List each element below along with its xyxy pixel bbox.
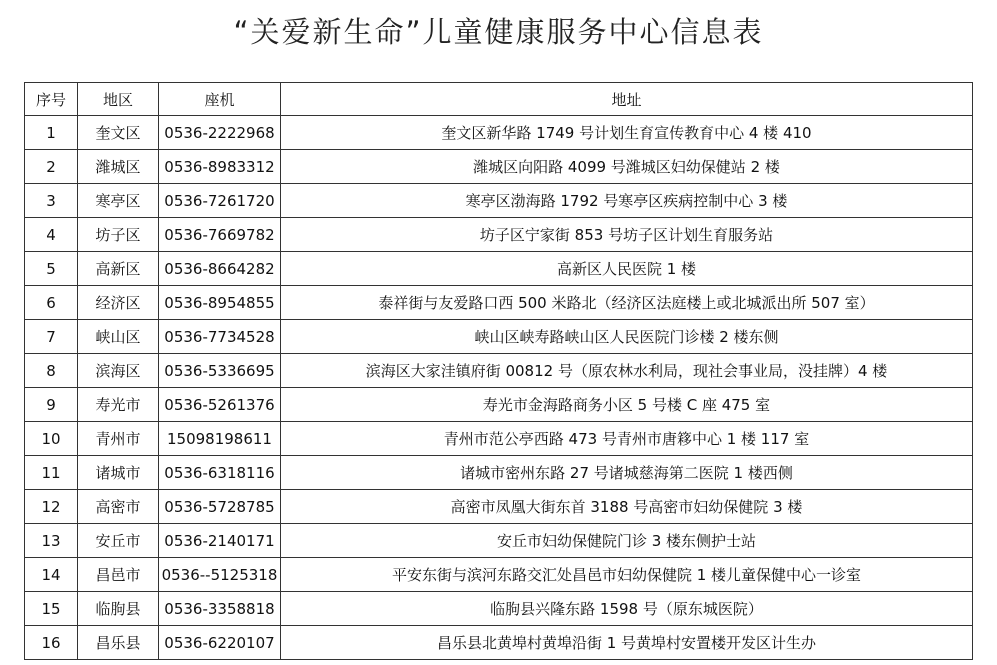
cell-address: 奎文区新华路 1749 号计划生育宣传教育中心 4 楼 410 bbox=[281, 116, 973, 150]
cell-index: 5 bbox=[25, 252, 78, 286]
cell-region: 高新区 bbox=[78, 252, 159, 286]
cell-address: 滨海区大家洼镇府街 00812 号（原农林水利局，现社会事业局，没挂牌）4 楼 bbox=[281, 354, 973, 388]
cell-phone: 0536-7734528 bbox=[159, 320, 281, 354]
cell-address: 昌乐县北黄埠村黄埠沿街 1 号黄埠村安置楼开发区计生办 bbox=[281, 626, 973, 660]
cell-phone: 0536-8983312 bbox=[159, 150, 281, 184]
cell-region: 安丘市 bbox=[78, 524, 159, 558]
cell-address: 坊子区宁家街 853 号坊子区计划生育服务站 bbox=[281, 218, 973, 252]
cell-region: 经济区 bbox=[78, 286, 159, 320]
table-row bbox=[25, 286, 973, 320]
table-row bbox=[25, 592, 973, 626]
cell-index: 14 bbox=[25, 558, 78, 592]
cell-index: 9 bbox=[25, 388, 78, 422]
cell-region: 寿光市 bbox=[78, 388, 159, 422]
cell-index: 13 bbox=[25, 524, 78, 558]
cell-phone: 0536-7669782 bbox=[159, 218, 281, 252]
cell-phone: 0536-6318116 bbox=[159, 456, 281, 490]
cell-address: 高密市凤凰大街东首 3188 号高密市妇幼保健院 3 楼 bbox=[281, 490, 973, 524]
cell-phone: 0536-8664282 bbox=[159, 252, 281, 286]
cell-address: 平安东街与滨河东路交汇处昌邑市妇幼保健院 1 楼儿童保健中心一诊室 bbox=[281, 558, 973, 592]
cell-phone: 15098198611 bbox=[159, 422, 281, 456]
cell-region: 寒亭区 bbox=[78, 184, 159, 218]
cell-region: 峡山区 bbox=[78, 320, 159, 354]
header-region: 地区 bbox=[78, 83, 159, 116]
cell-region: 昌乐县 bbox=[78, 626, 159, 660]
table-row bbox=[25, 116, 973, 150]
cell-address: 寿光市金海路商务小区 5 号楼 C 座 475 室 bbox=[281, 388, 973, 422]
cell-region: 青州市 bbox=[78, 422, 159, 456]
cell-index: 3 bbox=[25, 184, 78, 218]
table-row bbox=[25, 456, 973, 490]
cell-address: 青州市范公亭西路 473 号青州市唐簃中心 1 楼 117 室 bbox=[281, 422, 973, 456]
cell-region: 奎文区 bbox=[78, 116, 159, 150]
cell-index: 1 bbox=[25, 116, 78, 150]
cell-address: 诸城市密州东路 27 号诸城慈海第二医院 1 楼西侧 bbox=[281, 456, 973, 490]
cell-phone: 0536-8954855 bbox=[159, 286, 281, 320]
cell-region: 临朐县 bbox=[78, 592, 159, 626]
page-title: “关爱新生命”儿童健康服务中心信息表 bbox=[233, 15, 764, 49]
table-row bbox=[25, 218, 973, 252]
header-address: 地址 bbox=[281, 83, 973, 116]
table-row bbox=[25, 320, 973, 354]
cell-index: 4 bbox=[25, 218, 78, 252]
cell-index: 12 bbox=[25, 490, 78, 524]
cell-address: 临朐县兴隆东路 1598 号（原东城医院） bbox=[281, 592, 973, 626]
cell-region: 昌邑市 bbox=[78, 558, 159, 592]
table-row bbox=[25, 524, 973, 558]
cell-region: 潍城区 bbox=[78, 150, 159, 184]
cell-index: 10 bbox=[25, 422, 78, 456]
cell-region: 诸城市 bbox=[78, 456, 159, 490]
cell-index: 16 bbox=[25, 626, 78, 660]
cell-phone: 0536-7261720 bbox=[159, 184, 281, 218]
cell-phone: 0536-2222968 bbox=[159, 116, 281, 150]
cell-index: 7 bbox=[25, 320, 78, 354]
cell-phone: 0536-6220107 bbox=[159, 626, 281, 660]
cell-phone: 0536--5125318 bbox=[159, 558, 281, 592]
table-row bbox=[25, 354, 973, 388]
cell-address: 寒亭区渤海路 1792 号寒亭区疾病控制中心 3 楼 bbox=[281, 184, 973, 218]
cell-index: 6 bbox=[25, 286, 78, 320]
table-row bbox=[25, 626, 973, 660]
cell-address: 泰祥街与友爱路口西 500 米路北（经济区法庭楼上或北城派出所 507 室） bbox=[281, 286, 973, 320]
cell-phone: 0536-5261376 bbox=[159, 388, 281, 422]
table-row bbox=[25, 252, 973, 286]
table-body bbox=[25, 116, 973, 660]
table-row bbox=[25, 558, 973, 592]
cell-address: 安丘市妇幼保健院门诊 3 楼东侧护士站 bbox=[281, 524, 973, 558]
cell-region: 滨海区 bbox=[78, 354, 159, 388]
table-row bbox=[25, 184, 973, 218]
header-index: 序号 bbox=[25, 83, 78, 116]
table-row bbox=[25, 422, 973, 456]
info-table bbox=[24, 82, 973, 660]
cell-address: 高新区人民医院 1 楼 bbox=[281, 252, 973, 286]
cell-region: 坊子区 bbox=[78, 218, 159, 252]
cell-address: 峡山区峡寿路峡山区人民医院门诊楼 2 楼东侧 bbox=[281, 320, 973, 354]
cell-index: 11 bbox=[25, 456, 78, 490]
cell-index: 2 bbox=[25, 150, 78, 184]
cell-index: 15 bbox=[25, 592, 78, 626]
cell-phone: 0536-5728785 bbox=[159, 490, 281, 524]
cell-index: 8 bbox=[25, 354, 78, 388]
table-row bbox=[25, 388, 973, 422]
cell-phone: 0536-5336695 bbox=[159, 354, 281, 388]
table-row bbox=[25, 150, 973, 184]
header-row bbox=[25, 83, 973, 116]
table-row bbox=[25, 490, 973, 524]
cell-region: 高密市 bbox=[78, 490, 159, 524]
cell-address: 潍城区向阳路 4099 号潍城区妇幼保健站 2 楼 bbox=[281, 150, 973, 184]
cell-phone: 0536-2140171 bbox=[159, 524, 281, 558]
cell-phone: 0536-3358818 bbox=[159, 592, 281, 626]
header-phone: 座机 bbox=[159, 83, 281, 116]
